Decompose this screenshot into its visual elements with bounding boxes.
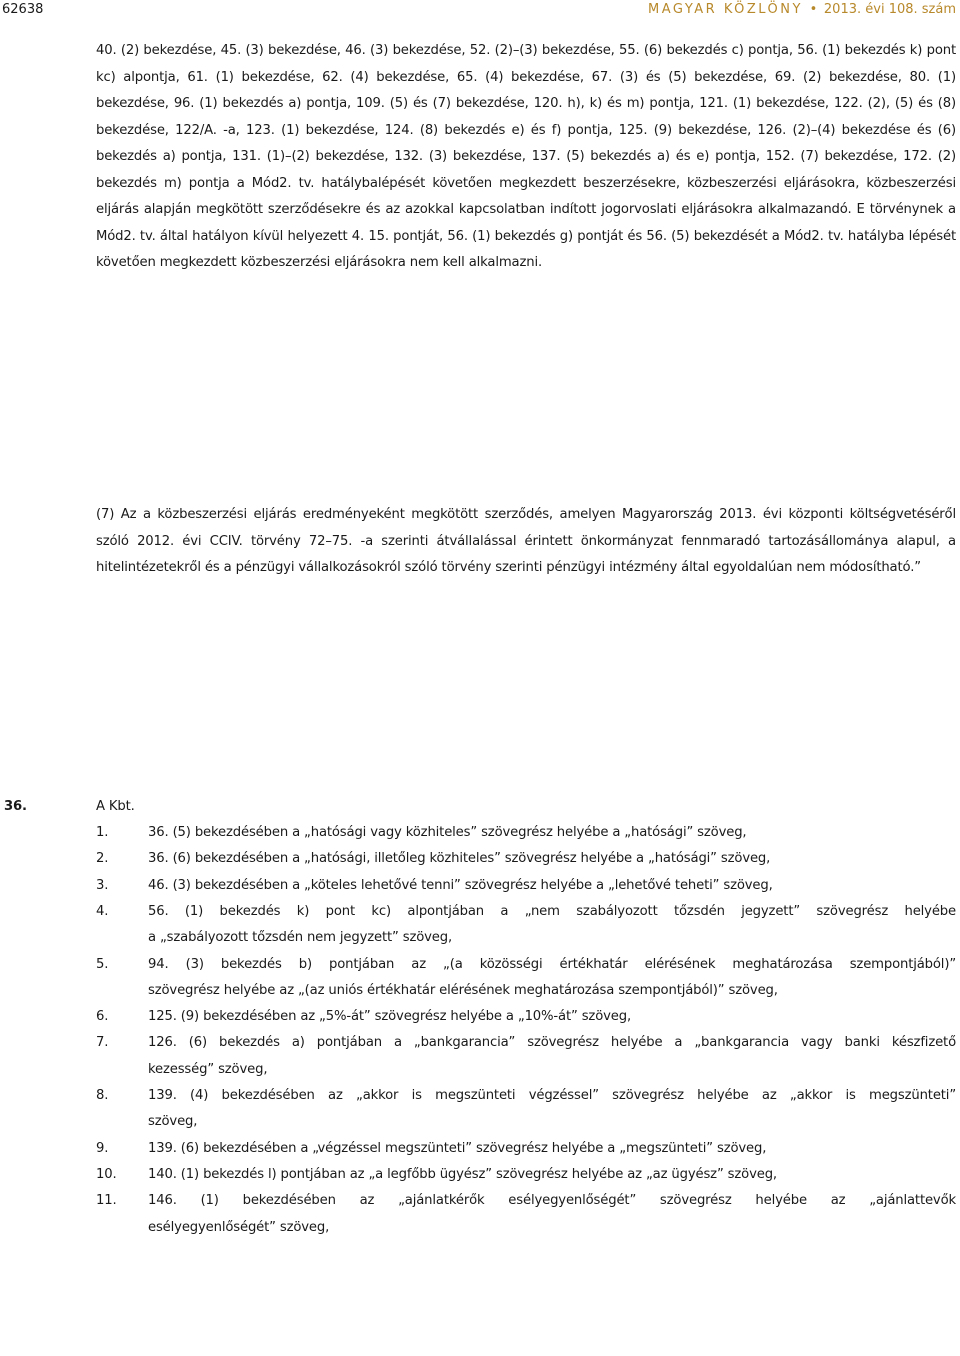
list-item-text: 46. (3) bekezdésében a „köteles lehetővé tenni” szövegrész helyébe a „lehetővé teheti” szöveg, [148, 878, 773, 893]
list-item-text: 36. (5) bekezdésében a „hatósági vagy közhiteles” szövegrész helyébe a „hatósági” szöveg, [148, 825, 747, 840]
list-item-text: esélyegyenlőségét” szöveg, [148, 1220, 330, 1235]
running-header [0, 0, 960, 22]
list-item-text: 94. (3) bekezdés b) pontjában az „(a közösségi értékhatár elérésének meghatározása szempontjából)” [148, 957, 956, 972]
list-item-text: 139. (4) bekezdésében az „akkor is megszünteti végzéssel” szövegrész helyébe az „akkor is megszünteti” [148, 1088, 956, 1103]
journal-title: MAGYAR KÖZLÖNY • 2013. évi 108. szám [648, 2, 956, 17]
continuation-paragraph-2: (7) Az a közbeszerzési eljárás eredményeként megkötött szerződés, amelyen Magyarország 2013. évi központi költségvetéséről szóló 2012. évi CCIV. törvény 72–75. -a szerinti átvállalással érintett önkormányzat fennmaradó tartozásállománya alapul, a hitelintézetekről és a pénzügyi vállalkozásokról szóló törvény szerinti pénzügyi intézmény által egyoldalúan nem módosítható.” [96, 507, 956, 575]
list-item-number: 3. [96, 878, 109, 893]
list-item-number: 9. [96, 1141, 109, 1156]
list-item-number: 8. [96, 1088, 109, 1103]
list-item-number: 7. [96, 1035, 109, 1050]
list-item-text: 36. (6) bekezdésében a „hatósági, illetőleg közhiteles” szövegrész helyébe a „hatósági” szöveg, [148, 851, 771, 866]
list-item-number: 2. [96, 851, 109, 866]
list-item-text: 56. (1) bekezdés k) pont kc) alpontjában a „nem szabályozott tőzsdén jegyzett” szövegrész helyébe [148, 904, 956, 919]
list-item-text: szöveg, [148, 1114, 198, 1129]
list-item-number: 10. [96, 1167, 117, 1182]
list-item-text: 139. (6) bekezdésében a „végzéssel megszünteti” szövegrész helyébe a „megszünteti” szöveg, [148, 1141, 767, 1156]
continuation-paragraph-1: 40. (2) bekezdése, 45. (3) bekezdése, 46. (3) bekezdése, 52. (2)–(3) bekezdése, 55. (6) bekezdés c) pontja, 56. (1) bekezdés k) pont kc) alpontja, 61. (1) bekezdése, 62. (4) bekezdése, 65. (4) bekezdése, 67. (3) és (5) bekezdése, 69. (2) bekezdése, 80. (1) bekezdése, 96. (1) bekezdés a) pontja, 109. (5) és (7) bekezdése, 120. h), k) és m) pontja, 121. (1) bekezdése, 122. (2), (5) és (8) bekezdése, 122/A. -a, 123. (1) bekezdése, 124. (8) bekezdés e) és f) pontja, 125. (9) bekezdése, 126. (2)–(4) bekezdése és (6) bekezdés a) pontja, 131. (1)–(2) bekezdése, 132. (3) bekezdése, 137. (5) bekezdés a) és e) pontja, 152. (7) bekezdése, 172. (2) bekezdés m) pontja a Mód2. tv. hatálybalépését követően megkezdett beszerzésekre, közbeszerzési eljárásokra, közbeszerzési eljárás alapján megkötött szerződésekre és az azokkal kapcsolatban indított jogorvoslati eljárásokra alkalmazandó. E törvénynek a Mód2. tv. által hatályon kívül helyezett 4. 15. pontját, 56. (1) bekezdés g) pontját és 56. (5) bekezdését a Mód2. tv. hatályba lépését követően megkezdett közbeszerzési eljárásokra nem kell alkalmazni. [96, 43, 956, 270]
list-item-text: 146. (1) bekezdésében az „ajánlatkérők esélyegyenlőségét” szövegrész helyébe az „ajánlattevők [148, 1193, 956, 1208]
list-item-text: szövegrész helyébe az „(az uniós értékhatár elérésének meghatározása szempontjából)” szöveg, [148, 983, 778, 998]
section-36-heading: A Kbt. [96, 799, 135, 814]
list-item-text: 125. (9) bekezdésében az „5%-át” szövegrész helyébe a „10%-át” szöveg, [148, 1009, 632, 1024]
list-item-number: 11. [96, 1193, 117, 1208]
list-item-number: 1. [96, 825, 109, 840]
list-item-number: 6. [96, 1009, 109, 1024]
list-item-text: 126. (6) bekezdés a) pontjában a „bankgarancia” szövegrész helyébe a „bankgarancia vagy banki készfizető [148, 1035, 956, 1050]
section-36-number: 36. [4, 799, 27, 814]
list-item-text: kezesség” szöveg, [148, 1062, 268, 1077]
list-item-text: a „szabályozott tőzsdén nem jegyzett” szöveg, [148, 930, 453, 945]
page-number: 62638 [2, 2, 44, 17]
list-item-number: 4. [96, 904, 109, 919]
list-item-number: 5. [96, 957, 109, 972]
list-item-text: 140. (1) bekezdés l) pontjában az „a legfőbb ügyész” szövegrész helyébe az „az ügyész” szöveg, [148, 1167, 777, 1182]
